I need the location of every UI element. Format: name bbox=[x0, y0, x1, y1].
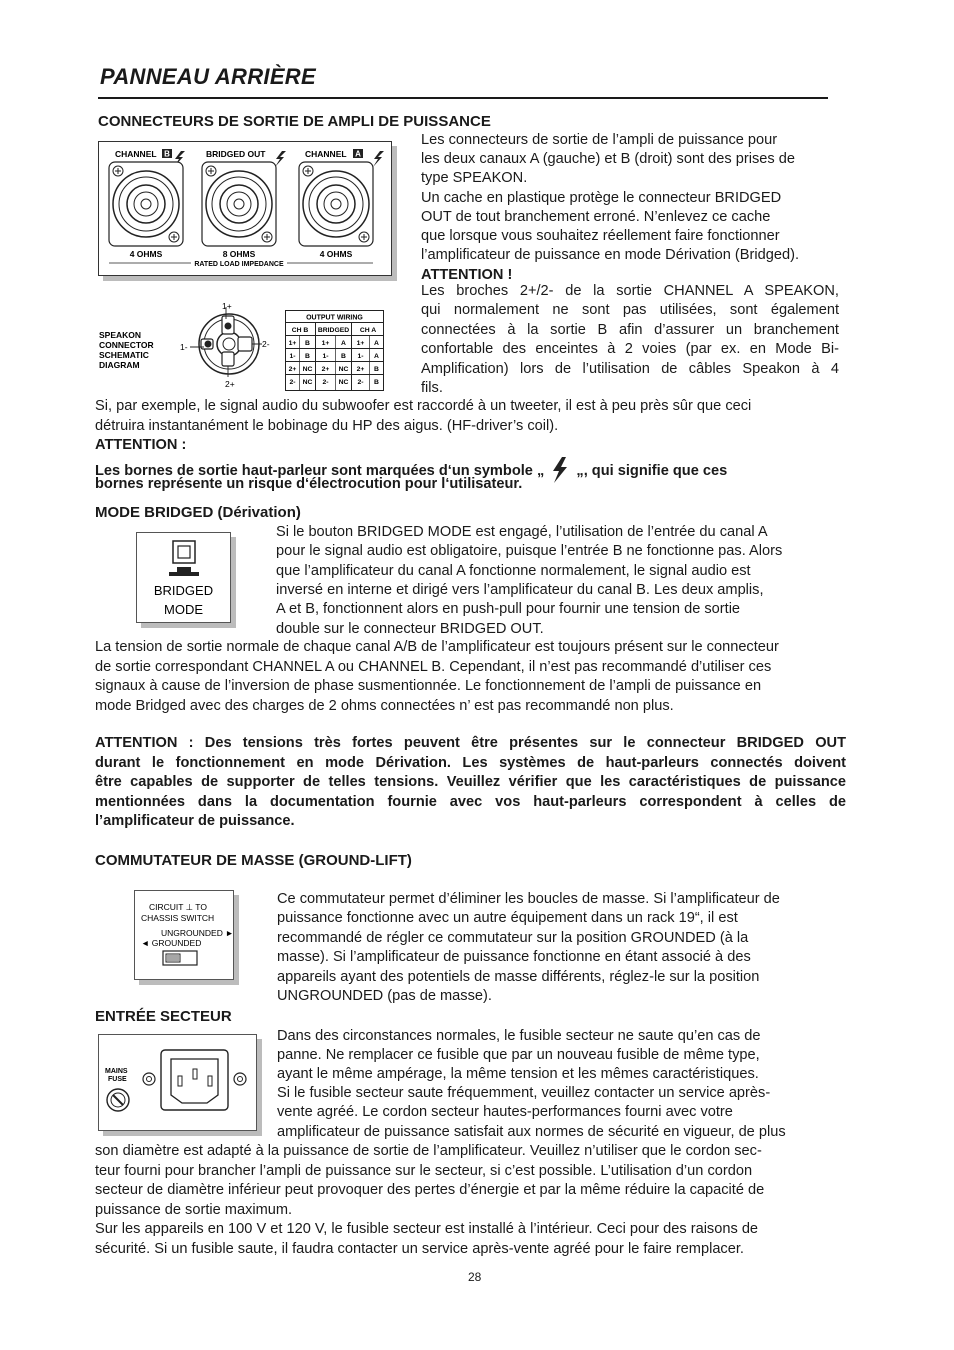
wiring-cell: 1- bbox=[357, 353, 364, 360]
lightning-icon bbox=[373, 151, 384, 167]
paragraph-line: l’amplificateur de puissance en mode Dérivation (Bridged). bbox=[421, 247, 800, 264]
wiring-header: CH A bbox=[359, 327, 377, 334]
paragraph-line: que lorsque vous souhaitez réellement faire fonctionner bbox=[421, 228, 780, 244]
paragraph-line: détruira instantanément le bobinage du HP des aigus. (HF-driver’s coil). bbox=[95, 417, 559, 434]
wiring-header: BRIDGED bbox=[317, 327, 350, 334]
paragraph-line: double sur le connecteur BRIDGED OUT. bbox=[276, 620, 544, 637]
attention-label: ATTENTION ! bbox=[421, 267, 513, 283]
paragraph-line: type SPEAKON. bbox=[421, 170, 528, 187]
paragraph-line: inversé en interne et dirigé vers l’amplificateur du canal B. Les deux amplis, bbox=[276, 581, 764, 598]
wiring-header: CH B bbox=[291, 327, 309, 334]
warning-text-line: bornes représente un risque d‘électrocution pour l‘utilisateur. bbox=[95, 476, 523, 492]
paragraph-line: A et B, fonctionnent alors en push-pull pour fournir une tension de sortie bbox=[276, 601, 741, 618]
switch-label: CHASSIS SWITCH bbox=[141, 913, 215, 923]
wiring-table-title: OUTPUT WIRING bbox=[306, 314, 363, 322]
ohm-a-label: 4 OHMS bbox=[319, 249, 353, 259]
channel-b-label: CHANNEL bbox=[115, 149, 157, 159]
switch-label: CIRCUIT ⊥ TO bbox=[149, 902, 207, 912]
paragraph-line: Les broches 2+/2- de la sortie CHANNEL A SPEAKON, bbox=[421, 283, 839, 299]
speakon-connector-bridged bbox=[202, 162, 276, 246]
pin-2minus-label: 2- bbox=[262, 339, 270, 349]
paragraph-line: confortable des enceintes à 2 voies (par ex. en Mode Bi- bbox=[421, 341, 839, 358]
channel-a-letter: A bbox=[355, 149, 361, 159]
output-wiring-table bbox=[285, 310, 384, 391]
schematic-label: DIAGRAM bbox=[99, 360, 140, 370]
wiring-cell: 2+ bbox=[288, 366, 297, 373]
paragraph-line: de sortie correspondant CHANNEL A ou CHANNEL B. Cependant, il n’est pas recommandé d’utiliser ces bbox=[95, 658, 772, 675]
mains-fuse-label: MAINS bbox=[105, 1068, 128, 1075]
heading-bridged-mode: MODE BRIDGED (Dérivation) bbox=[95, 504, 301, 521]
paragraph-line: Les connecteurs de sortie de l’ampli de puissance pour bbox=[421, 132, 778, 148]
page-title: PANNEAU ARRIÈRE bbox=[100, 64, 316, 89]
bridged-mode-button-figure bbox=[136, 532, 231, 623]
ground-lift-switch-figure bbox=[134, 890, 234, 980]
ohm-b-label: 4 OHMS bbox=[129, 249, 163, 259]
paragraph-line: son diamètre est adapté à la puissance de sortie de l’amplificateur. Veuillez n’utiliser que le cordon sec- bbox=[95, 1143, 762, 1159]
wiring-cell: B bbox=[305, 340, 310, 347]
paragraph-line: ayant le même ampérage, la même tension et les mêmes caractéristiques. bbox=[277, 1066, 759, 1083]
wiring-cell: 2+ bbox=[356, 366, 365, 373]
rated-impedance-label: RATED LOAD IMPEDANCE bbox=[194, 261, 284, 268]
paragraph-line: Si le bouton BRIDGED MODE est engagé, l’utilisation de l’entrée du canal A bbox=[276, 524, 768, 540]
paragraph-line: Dans des circonstances normales, le fusible secteur ne saute qu’en cas de bbox=[277, 1028, 761, 1044]
paragraph-line: appareils ayant des potentiels de masse différents, réglez-le sur la position bbox=[277, 968, 760, 985]
paragraph-line: les deux canaux A (gauche) et B (droit) sont des prises de bbox=[421, 151, 795, 168]
paragraph-line: teur fourni pour brancher l’ampli de puissance sur le secteur, si c’est possible. L’utilisation d’un cordon bbox=[95, 1162, 753, 1179]
speakon-pin-diagram bbox=[190, 307, 262, 377]
heading-ground-lift: COMMUTATEUR DE MASSE (GROUND-LIFT) bbox=[95, 852, 412, 869]
bridged-mode-label: BRIDGED bbox=[153, 583, 214, 598]
wiring-cell: 2- bbox=[289, 379, 296, 386]
paragraph-line: que l’amplificateur du canal A fonctionne normalement, le signal audio est bbox=[276, 562, 751, 579]
page-number: 28 bbox=[468, 1270, 482, 1284]
paragraph-line: fils. bbox=[421, 380, 443, 396]
speakon-panel-figure bbox=[99, 142, 391, 275]
warning-line: durant le fonctionnement en mode Dérivation. Les systèmes de haut-parleurs connectés doivent bbox=[95, 754, 846, 771]
bridged-out-label: BRIDGED OUT bbox=[206, 149, 266, 159]
paragraph-line: Si, par exemple, le signal audio du subwoofer est raccordé à un tweeter, il est à peu près sûr que ceci bbox=[95, 398, 752, 414]
bridged-voltage-warning-last: l’amplificateur de puissance. bbox=[95, 813, 295, 829]
output-connector-panel bbox=[98, 141, 392, 276]
wiring-cell: 1+ bbox=[321, 340, 330, 347]
paragraph-line: puissance fonctionne avec un autre équipement dans un rack 19“, il est bbox=[277, 910, 738, 927]
channel-a-label: CHANNEL bbox=[305, 149, 347, 159]
lightning-icon bbox=[550, 457, 570, 483]
paragraph-line: Ce commutateur permet d’éliminer les boucles de masse. Si l’amplificateur de bbox=[277, 891, 780, 907]
wiring-cell: A bbox=[374, 353, 379, 360]
paragraph-line: qui normalement ne sont pas utilisées, sont également bbox=[421, 302, 839, 319]
wiring-cell: B bbox=[341, 353, 346, 360]
paragraph-line: Amplification) lors de l’utilisation de câbles Speakon à 4 bbox=[421, 360, 839, 377]
paragraph-line: puissance de sortie maximum. bbox=[95, 1201, 293, 1218]
warning-line: ATTENTION : Des tensions très fortes peuvent être présentes sur le connecteur BRIDGED OUT bbox=[95, 735, 846, 751]
paragraph-line: connectées à la sortie B afin d’assurer un branchement bbox=[421, 321, 839, 338]
heading-output-connectors: CONNECTEURS DE SORTIE DE AMPLI DE PUISSANCE bbox=[98, 113, 491, 130]
wiring-cell: 1+ bbox=[288, 340, 297, 347]
iec-power-inlet-icon bbox=[161, 1050, 228, 1110]
wiring-cell: NC bbox=[338, 366, 349, 373]
pin-2plus-label: 2+ bbox=[225, 379, 235, 389]
schematic-label: CONNECTOR bbox=[99, 340, 154, 350]
title-rule bbox=[98, 97, 828, 99]
paragraph-line: Sur les appareils en 100 V et 120 V, le fusible secteur est installé à l’intérieur. Ceci pour des raisons de bbox=[95, 1221, 759, 1237]
paragraph-line: pour le signal audio est obligatoire, puisque l’entrée B ne fonctionne pas. Alors bbox=[276, 543, 783, 560]
paragraph-line: secteur de diamètre inférieur peut provoquer des pertes d’énergie et par la même réduire la capacité de bbox=[95, 1182, 765, 1198]
wiring-cell: NC bbox=[302, 379, 313, 386]
bridged-mode-label: MODE bbox=[164, 602, 203, 617]
lightning-icon bbox=[275, 151, 286, 167]
wiring-cell: A bbox=[341, 340, 346, 347]
wiring-cell: NC bbox=[338, 379, 349, 386]
wiring-cell: 2- bbox=[357, 379, 364, 386]
wiring-cell: NC bbox=[302, 366, 313, 373]
mains-fuse-label: FUSE bbox=[108, 1076, 127, 1083]
fuse-holder-icon bbox=[107, 1089, 129, 1111]
paragraph-line: vente agréé. Le cordon secteur hautes-performances fourni avec votre bbox=[277, 1104, 733, 1121]
paragraph-line: masse). Si l’amplificateur de puissance fonctionne en étant associé à des bbox=[277, 949, 751, 966]
wiring-cell: B bbox=[305, 353, 310, 360]
wiring-cell: B bbox=[374, 366, 379, 373]
paragraph-line: Un cache en plastique protège le connecteur BRIDGED bbox=[421, 189, 782, 206]
paragraph-line: sécurité. Si un fusible saute, il faudra contacter un service après-vente agréé pour le faire remplacer. bbox=[95, 1240, 744, 1257]
switch-ungrounded-label: UNGROUNDED ► bbox=[161, 928, 233, 938]
switch-grounded-label: ◄ GROUNDED bbox=[141, 938, 202, 948]
paragraph-line: OUT de tout branchement erroné. N’enlevez ce cache bbox=[421, 208, 771, 225]
wiring-cell: A bbox=[374, 340, 379, 347]
paragraph-line: panne. Ne remplacer ce fusible que par un nouveau fusible de même type, bbox=[277, 1047, 760, 1064]
paragraph-line: UNGROUNDED (pas de masse). bbox=[277, 988, 492, 1004]
wiring-cell: 1- bbox=[289, 353, 296, 360]
speakon-connector-a bbox=[299, 162, 373, 246]
warning-text-line: Les bornes de sortie haut-parleur sont marquées d‘un symbole „ „, qui signifie que ces bbox=[95, 457, 727, 483]
wiring-cell: 1- bbox=[322, 353, 329, 360]
pin-1plus-label: 1+ bbox=[222, 301, 232, 311]
paragraph-line: mode Bridged avec des charges de 2 ohms connectées n’ est pas recommandé non plus. bbox=[95, 697, 674, 714]
speakon-connector-b bbox=[109, 162, 183, 246]
channel-b-letter: B bbox=[164, 149, 170, 159]
warning-label: ATTENTION : bbox=[95, 437, 187, 453]
paragraph-line: Si le fusible secteur saute fréquemment, veuillez contacter un service après- bbox=[277, 1085, 771, 1102]
warning-line: être capables de supporter de telles tensions. Veuillez vérifier que les caractéristiques de puissance bbox=[95, 774, 846, 790]
wiring-cell: 1+ bbox=[356, 340, 365, 347]
wiring-cell: 2- bbox=[322, 379, 329, 386]
mains-input-figure bbox=[98, 1034, 257, 1131]
pin-1minus-label: 1- bbox=[180, 342, 188, 352]
paragraph-line: signaux à cause de l’inversion de phase susmentionnée. Le fonctionnement de l’ampli de puissance en bbox=[95, 678, 762, 695]
heading-mains-input: ENTRÉE SECTEUR bbox=[95, 1008, 232, 1025]
paragraph-line: amplificateur de puissance satisfait aux normes de sécurité en vigueur, de plus bbox=[277, 1123, 786, 1140]
ohm-bridged-label: 8 OHMS bbox=[222, 249, 256, 259]
paragraph-line: recommandé de régler ce commutateur sur la position GROUNDED (à la bbox=[277, 929, 749, 946]
wiring-cell: B bbox=[374, 379, 379, 386]
schematic-label: SPEAKON bbox=[99, 330, 142, 340]
warning-line: mentionnées dans la documentation fournie avec vos haut-parleurs correspondent à celles de bbox=[95, 793, 846, 810]
paragraph-line: La tension de sortie normale de chaque canal A/B de l’amplificateur est toujours présent sur le connecteur bbox=[95, 639, 779, 655]
schematic-label: SCHEMATIC bbox=[99, 350, 149, 360]
wiring-cell: 2+ bbox=[321, 366, 330, 373]
